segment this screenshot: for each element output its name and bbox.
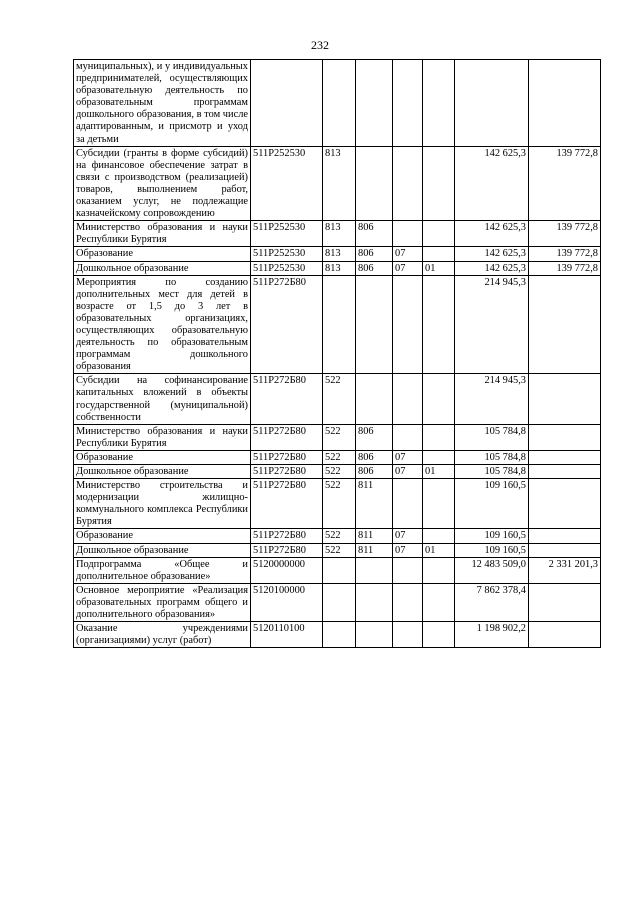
cell-ministry-code [356,146,393,221]
cell-ministry-code [356,275,393,374]
cell-expense-type: 522 [323,374,356,424]
cell-expense-type: 522 [323,543,356,557]
page-number: 232 [311,38,329,52]
cell-name: Субсидии на софинансирование капитальных вложений в объекты государственной (муниципальной) собственности [74,374,251,424]
cell-ministry-code: 811 [356,479,393,529]
table-row [74,450,601,464]
cell-name: Дошкольное образование [74,261,251,275]
cell-name: Дошкольное образование [74,465,251,479]
cell-target-code: 511Р252530 [251,247,323,261]
cell-ministry-code: 811 [356,529,393,543]
cell-ministry-code: 806 [356,450,393,464]
cell-section [393,60,423,147]
cell-target-code: 511Р252530 [251,221,323,247]
cell-name: Подпрограмма «Общее и дополнительное образование» [74,557,251,583]
cell-section: 07 [393,543,423,557]
cell-target-code: 511Р272Б80 [251,465,323,479]
cell-subsection [423,247,455,261]
cell-amount-2 [529,424,601,450]
cell-section [393,424,423,450]
cell-name: Министерство строительства и модернизации жилищно-коммунального комплекса Республики Бурятия [74,479,251,529]
cell-target-code: 511Р272Б80 [251,543,323,557]
cell-expense-type: 813 [323,146,356,221]
cell-section: 07 [393,450,423,464]
cell-amount-2 [529,374,601,424]
cell-target-code: 511Р252530 [251,261,323,275]
cell-name: Субсидии (гранты в форме субсидий) на финансовое обеспечение затрат в связи с производством (реализацией) товаров, выполнением работ, оказанием услуг, не подлежащие казначейскому сопровождению [74,146,251,221]
cell-ministry-code: 806 [356,424,393,450]
cell-section [393,557,423,583]
cell-target-code: 511Р272Б80 [251,529,323,543]
cell-amount-1: 1 198 902,2 [455,622,529,648]
cell-section [393,146,423,221]
table-row [74,275,601,374]
cell-subsection [423,479,455,529]
cell-name: Дошкольное образование [74,543,251,557]
cell-amount-1: 142 625,3 [455,221,529,247]
table-row [74,424,601,450]
table-row [74,60,601,147]
table-row [74,543,601,557]
table-row [74,479,601,529]
cell-amount-2: 139 772,8 [529,146,601,221]
cell-amount-2: 139 772,8 [529,247,601,261]
cell-subsection [423,374,455,424]
cell-name: Образование [74,450,251,464]
cell-amount-1: 109 160,5 [455,543,529,557]
cell-expense-type: 522 [323,479,356,529]
cell-amount-1: 105 784,8 [455,465,529,479]
cell-expense-type: 522 [323,424,356,450]
cell-section: 07 [393,529,423,543]
cell-expense-type [323,583,356,621]
cell-expense-type: 522 [323,465,356,479]
cell-name: Оказание учреждениями (организациями) услуг (работ) [74,622,251,648]
cell-name: Министерство образования и науки Республики Бурятия [74,424,251,450]
cell-section [393,622,423,648]
cell-amount-2 [529,583,601,621]
cell-amount-2 [529,450,601,464]
cell-ministry-code: 806 [356,261,393,275]
cell-target-code: 511Р272Б80 [251,275,323,374]
cell-name: Мероприятия по созданию дополнительных мест для детей в возрасте от 1,5 до 3 лет в образовательных организациях, осуществляющих образовательную деятельность по образовательным программам дошкольного образования [74,275,251,374]
cell-target-code: 511Р272Б80 [251,374,323,424]
cell-expense-type: 813 [323,247,356,261]
cell-section [393,221,423,247]
cell-subsection: 01 [423,261,455,275]
cell-subsection [423,583,455,621]
table-row [74,622,601,648]
cell-amount-1: 142 625,3 [455,247,529,261]
cell-target-code: 5120100000 [251,583,323,621]
cell-subsection [423,275,455,374]
cell-subsection [423,450,455,464]
cell-ministry-code [356,557,393,583]
cell-subsection [423,622,455,648]
cell-subsection [423,221,455,247]
table-row [74,583,601,621]
cell-amount-1: 105 784,8 [455,450,529,464]
cell-name: муниципальных), и у индивидуальных предпринимателей, осуществляющих образовательную деятельность по образовательным программам дошкольного образования, в том числе адаптированным, и присмотр и уход за детьми [74,60,251,147]
cell-amount-2: 2 331 201,3 [529,557,601,583]
cell-ministry-code [356,60,393,147]
cell-expense-type [323,275,356,374]
table-row [74,261,601,275]
cell-target-code: 511Р272Б80 [251,424,323,450]
cell-ministry-code: 811 [356,543,393,557]
table-row [74,529,601,543]
cell-target-code: 511Р252530 [251,146,323,221]
cell-section [393,583,423,621]
cell-amount-2 [529,60,601,147]
table-row [74,374,601,424]
cell-amount-2 [529,543,601,557]
cell-amount-2 [529,275,601,374]
cell-ministry-code: 806 [356,247,393,261]
cell-subsection: 01 [423,543,455,557]
cell-section [393,374,423,424]
cell-expense-type: 813 [323,221,356,247]
cell-name: Образование [74,529,251,543]
cell-expense-type [323,557,356,583]
budget-table [73,59,601,648]
cell-expense-type: 522 [323,450,356,464]
cell-subsection [423,529,455,543]
cell-section [393,479,423,529]
cell-section: 07 [393,261,423,275]
table-row [74,221,601,247]
cell-target-code: 511Р272Б80 [251,450,323,464]
cell-expense-type [323,622,356,648]
cell-section: 07 [393,465,423,479]
table-row [74,465,601,479]
cell-subsection [423,60,455,147]
table-row [74,146,601,221]
cell-amount-1: 214 945,3 [455,374,529,424]
cell-amount-1: 214 945,3 [455,275,529,374]
cell-expense-type: 522 [323,529,356,543]
cell-expense-type: 813 [323,261,356,275]
table-row [74,247,601,261]
cell-ministry-code [356,374,393,424]
table-body [74,60,601,648]
cell-section [393,275,423,374]
cell-amount-1: 142 625,3 [455,261,529,275]
cell-target-code: 5120110100 [251,622,323,648]
cell-target-code: 5120000000 [251,557,323,583]
cell-amount-1: 109 160,5 [455,479,529,529]
cell-target-code [251,60,323,147]
cell-amount-2 [529,465,601,479]
cell-amount-2: 139 772,8 [529,221,601,247]
cell-subsection [423,424,455,450]
cell-amount-2 [529,622,601,648]
cell-amount-2 [529,529,601,543]
cell-subsection: 01 [423,465,455,479]
cell-subsection [423,146,455,221]
cell-ministry-code [356,622,393,648]
cell-name: Министерство образования и науки Республики Бурятия [74,221,251,247]
cell-amount-2 [529,479,601,529]
table-row [74,557,601,583]
cell-amount-1: 142 625,3 [455,146,529,221]
cell-ministry-code: 806 [356,221,393,247]
cell-subsection [423,557,455,583]
cell-name: Основное мероприятие «Реализация образовательных программ общего и дополнительного образования» [74,583,251,621]
cell-name: Образование [74,247,251,261]
cell-amount-1: 109 160,5 [455,529,529,543]
cell-target-code: 511Р272Б80 [251,479,323,529]
cell-amount-1 [455,60,529,147]
cell-amount-2: 139 772,8 [529,261,601,275]
cell-amount-1: 7 862 378,4 [455,583,529,621]
cell-ministry-code [356,583,393,621]
cell-amount-1: 105 784,8 [455,424,529,450]
cell-ministry-code: 806 [356,465,393,479]
cell-amount-1: 12 483 509,0 [455,557,529,583]
cell-section: 07 [393,247,423,261]
cell-expense-type [323,60,356,147]
